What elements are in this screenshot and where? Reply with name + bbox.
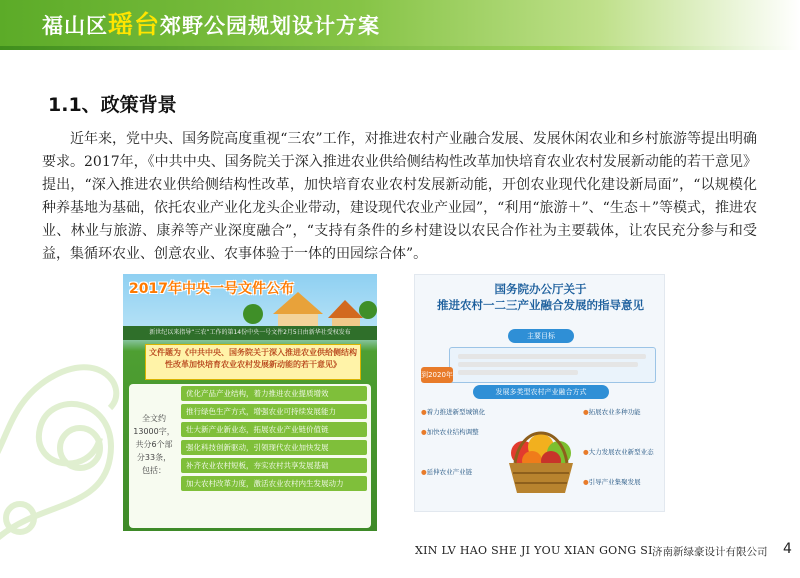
poster-item: 推行绿色生产方式，增强农业可持续发展能力	[181, 404, 367, 419]
poster-notice: 文件题为《中共中央、国务院关于深入推进农业供给侧结构性改革加快培育农业农村发展新动能的若干意见》	[145, 344, 361, 380]
mode-item: ● 延伸农业产业链	[421, 467, 472, 476]
mode-item: ● 引导产业集聚发展	[583, 477, 641, 486]
poster-item-list	[181, 386, 367, 494]
poster-item: 补齐农业农村短板，夯实农村共享发展基础	[181, 458, 367, 473]
modes-label: 发展多类型农村产业融合方式	[473, 385, 609, 399]
mode-item: ● 拓展农业多种功能	[583, 407, 641, 416]
footer-company-pinyin: XIN LV HAO SHE JI YOU XIAN GONG SI	[415, 544, 653, 557]
footer-company-name: 济南新绿豪设计有限公司	[652, 546, 768, 558]
text-line	[458, 354, 646, 359]
document-title	[42, 5, 380, 41]
year-badge: 到2020年	[421, 367, 453, 383]
infographic-title	[415, 281, 665, 313]
title-prefix: 福山区	[42, 14, 108, 38]
header-banner	[0, 0, 800, 46]
title-suffix: 郊野公园规划设计方案	[160, 14, 381, 38]
poster-title: 2017年中央一号文件公布	[129, 281, 294, 297]
infographic-title-line1: 国务院办公厅关于	[494, 282, 587, 296]
mode-item: ● 着力推进新型城镇化	[421, 407, 485, 416]
mode-item: ● 加快农业结构调整	[421, 427, 479, 436]
central-document-poster	[123, 274, 377, 531]
section-heading: 1.1、政策背景	[48, 94, 177, 116]
poster-summary: 全文约13000字，共分6个部分33条，包括：	[133, 414, 175, 475]
policy-paragraph: 近年来，党中央、国务院高度重视“三农”工作，对推进农村产业融合发展、发展休闲农业和乡村旅游等提出明确要求。2017年，《中共中央、国务院关于深入推进农业供给侧结构性改革加快培育农业农村发展新动能的若干意见》提出，“深入推进农业供给侧结构性改革，加快培育农业农村发展新动能，开创农业现代化建设新局面”，“以规模化种养基地为基础，依托农业产业化龙头企业带动，建设现代农业产业园”，“利用“旅游＋”、“生态＋”等模式，推进农业、林业与旅游、康养等产业深度融合”，“支持有条件的乡村建设以农民合作社为主要载体，让农民充分参与和受益，集循环农业、创意农业、农事体验于一体的田园综合体”。	[42, 131, 757, 262]
mode-item: ● 大力发展农业新型业态	[583, 447, 654, 456]
poster-band: 新世纪以来指导“三农”工作的第14份中央一号文件2月5日由新华社受权发布	[123, 326, 377, 340]
guidance-opinion-infographic	[414, 274, 665, 512]
poster-body	[129, 384, 371, 528]
poster-item: 加大农村改革力度，激活农业农村内生发展动力	[181, 476, 367, 491]
title-highlight: 瑶台	[108, 10, 161, 39]
text-line	[458, 370, 578, 375]
goal-textbox	[449, 347, 656, 383]
header-divider	[0, 46, 800, 50]
text-line	[458, 362, 638, 367]
poster-item: 壮大新产业新业态，拓展农业产业链价值链	[181, 422, 367, 437]
infographic-title-line2: 推进农村一二三产业融合发展的指导意见	[437, 298, 644, 312]
goal-label: 主要目标	[508, 329, 574, 343]
poster-item: 强化科技创新驱动，引领现代农业加快发展	[181, 440, 367, 455]
poster-item: 优化产品产业结构，着力推进农业提质增效	[181, 386, 367, 401]
produce-basket-icon	[501, 417, 581, 497]
page-number: 4	[783, 541, 792, 557]
